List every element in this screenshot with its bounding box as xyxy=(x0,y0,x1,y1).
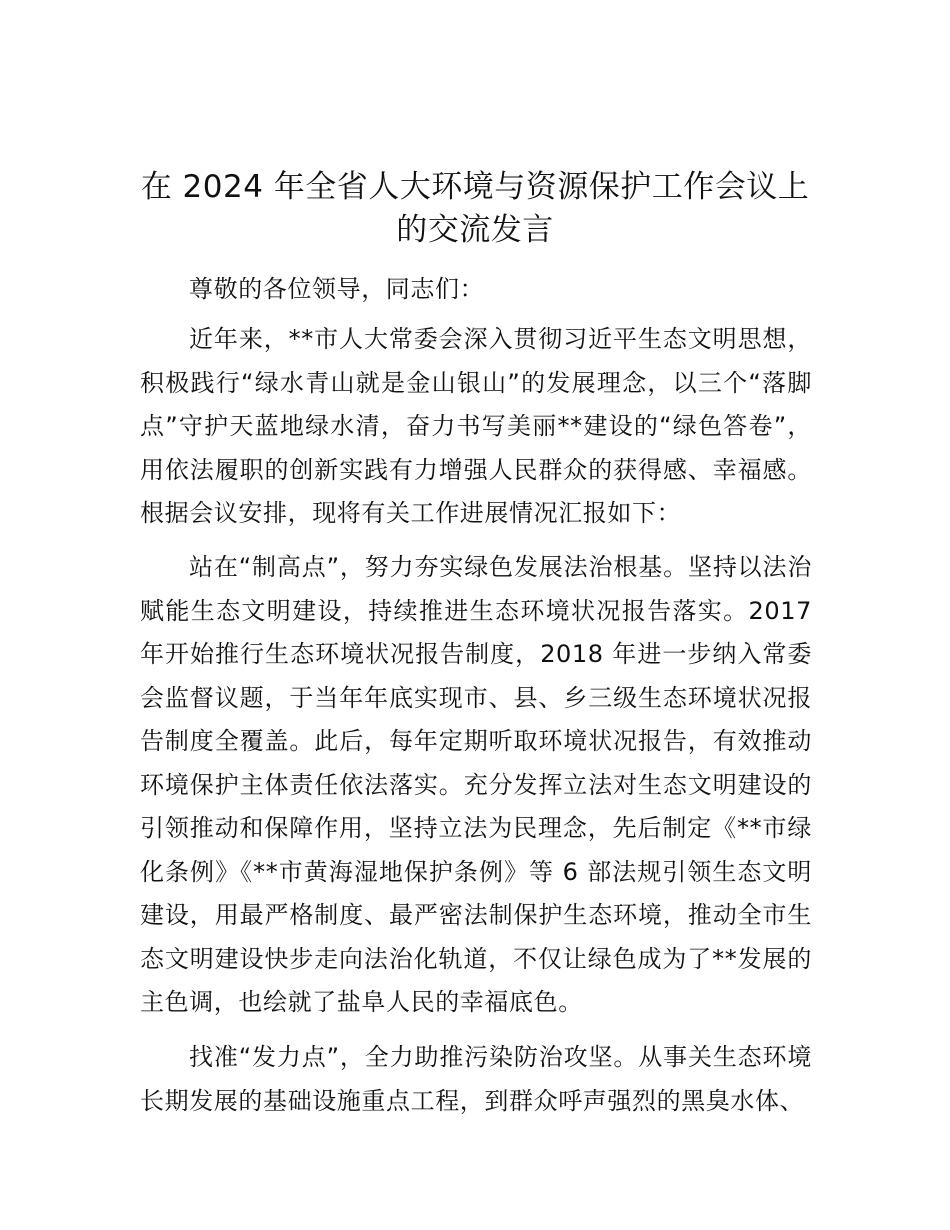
paragraph-intro: 近年来，**市人大常委会深入贯彻习近平生态文明思想，积极践行“绿水青山就是金山银山”的发展理念，以三个“落脚点”守护天蓝地绿水清，奋力书写美丽**建设的“绿色答卷”，用依法履职的创新实践有力增强人民群众的获得感、幸福感。根据会议安排，现将有关工作进展情况汇报如下： xyxy=(140,325,812,527)
paragraph-pollution-prevention: 找准“发力点”，全力助推污染防治攻坚。从事关生态环境长期发展的基础设施重点工程，到群众呼声强烈的黑臭水体、 xyxy=(140,1043,812,1115)
salutation: 尊敬的各位领导，同志们： xyxy=(189,275,485,303)
paragraph-legal-foundation: 站在“制高点”，努力夯实绿色发展法治根基。坚持以法治赋能生态文明建设，持续推进生态环境状况报告落实。2017 年开始推行生态环境状况报告制度，2018 年进一步纳入常委会监督议题，于当年年底实现市、县、乡三级生态环境状况报告制度全覆盖。此后，每年定期听取环境状况报告，有效推动环境保护主体责任依法落实。充分发挥立法对生态文明建设的引领推动和保障作用，坚持立法为民理念，先后制定《**市绿化条例》《**市黄海湿地保护条例》等 6 部法规引领生态文明建设，用最严格制度、最严密法制保护生态环境，推动全市生态文明建设快步走向法治化轨道，不仅让绿色成为了**发展的主色调，也绘就了盐阜人民的幸福底色。 xyxy=(140,553,812,1016)
document-title: 在 2024 年全省人大环境与资源保护工作会议上的交流发言 xyxy=(140,169,810,248)
